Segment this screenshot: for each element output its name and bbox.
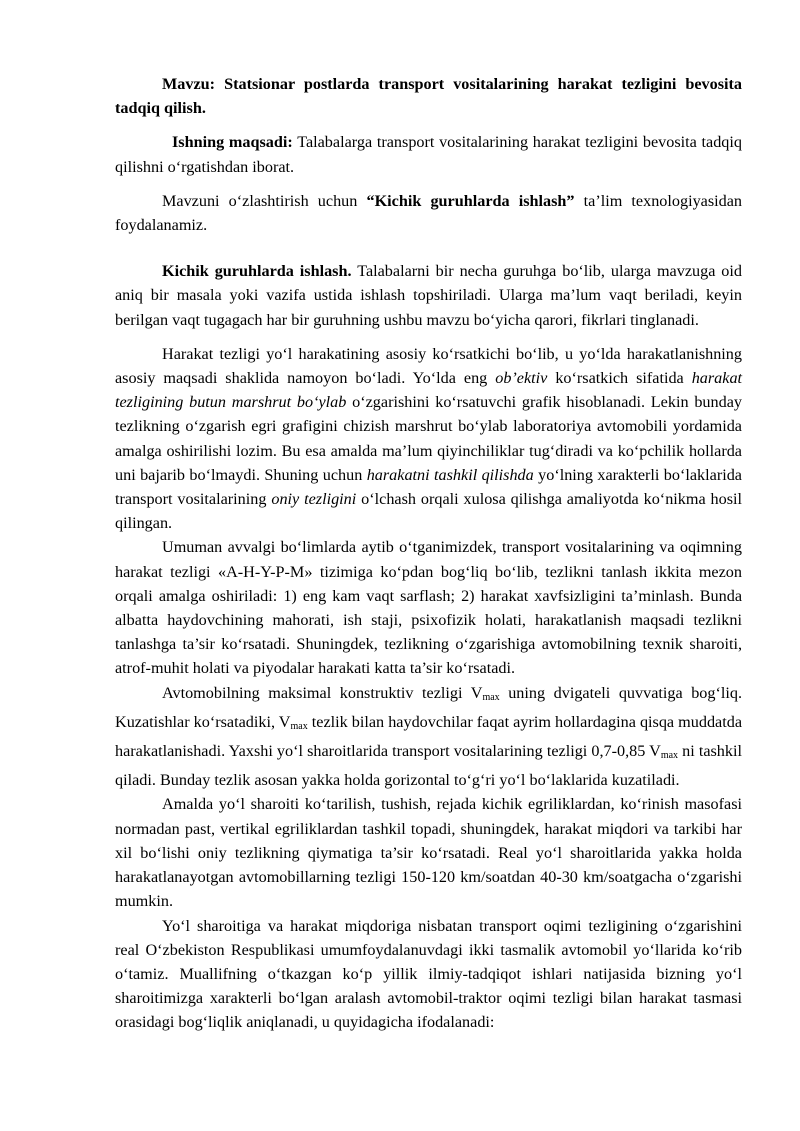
speed-selection-paragraph: Umuman avvalgi bo‘limlarda aytib o‘tganimizdek, transport vositalarining va oqimning harakat tezligi «A-H-Y-P-M» tizimiga ko‘pdan bog‘liq bo‘lib, tezlikni tanlash ikkita mezon orqali amalga oshiriladi: 1) eng kam vaqt sarflash; 2) harakat xavfsizligini ta’minlash. Bunda albatta haydovchining mahorati, ish staji, psixofizik holati, harakatlanish maqsadi tezlikni tanlashga ta’sir ko‘rsatadi. Shuningdek, tezlikning o‘zgarishiga avtomobilning texnik sharoiti, atrof-muhit holati va piyodalar harakati katta ta’sir ko‘rsatadi.	[115, 538, 742, 678]
goal-text: Talabalarga transport vositalarining harakat tezligini bevosita tadqiq qilishni o‘rgatishdan iborat.	[115, 133, 742, 176]
para1-text-4: yo‘lning xarakterli bo‘laklarida transport vositalarining	[115, 465, 742, 509]
method-paragraph	[115, 189, 742, 237]
method-technology: “Kichik guruhlarda ishlash”	[366, 191, 575, 210]
topic-label: Mavzu:	[162, 75, 216, 93]
road-conditions-paragraph: Amalda yo‘l sharoiti ko‘tarilish, tushish, rejada kichik egriliklardan, ko‘rinish masofasi normadan past, vertikal egriliklardan tashkil topadi, shuningdek, harakat miqdori va tarkibi har xil bo‘lishi oniy tezlikning qiymatiga ta’sir ko‘rsatadi. Real yo‘l sharoitlarida yakka holda harakatlanayotgan avtomobillarning tezligi 150-120 km/soatdan 40-30 km/soatgacha o‘zgarishi mumkin.	[115, 795, 742, 911]
method-text-before: Mavzuni o‘zlashtirish uchun	[162, 191, 358, 210]
para1-text-2: ko‘rsatkich sifatida	[555, 369, 684, 388]
para3-subscript-2: max	[290, 720, 308, 732]
max-speed-paragraph	[115, 681, 742, 793]
goal-paragraph	[115, 130, 742, 178]
method-text-after: ta’lim texnologiyasidan foydalanamiz.	[115, 191, 743, 235]
para1-italic-3: harakatni tashkil qilishda	[366, 465, 534, 484]
para1-italic-2: harakat tezligining butun marshrut bo‘ylab	[115, 369, 743, 412]
para3-text-2: uning dvigateli quvvatiga bog‘liq. Kuzatishlar ko‘rsatadiki, V	[115, 683, 743, 731]
topic-text: Statsionar postlarda transport vositalarining harakat tezligini bevosita tadqiq qilish.	[115, 75, 743, 118]
topic-paragraph	[115, 72, 742, 120]
goal-label: Ishning maqsadi:	[172, 133, 293, 152]
small-groups-text: Talabalarni bir necha guruhga bo‘lib, ularga mavzuga oid aniq bir masala yoki vazifa ustida ishlash topshiriladi. Ularga ma’lum vaqt beriladi, keyin berilgan vaqt tugagach har bir guruhning ushbu mavzu bo‘yicha qarori, fikrlari tinglanadi.	[115, 262, 742, 329]
para3-text-1: Avtomobilning maksimal konstruktiv tezligi V	[162, 683, 483, 702]
small-groups-label: Kichik guruhlarda ishlash.	[162, 262, 352, 281]
para1-text-1: Harakat tezligi yo‘l harakatining asosiy ko‘rsatkichi bo‘lib, u yo‘lda harakatlanishning asosiy maqsadi shaklida namoyon bo‘ladi. Yo‘lda eng	[115, 344, 742, 388]
para1-text-5: o‘lchash orqali xulosa qilishga amaliyotda ko‘nikma hosil qilingan.	[115, 490, 743, 533]
para3-text-4: ni tashkil qiladi. Bunday tezlik asosan yakka holda gorizontal to‘g‘ri yo‘l bo‘laklarida kuzatiladi.	[115, 742, 742, 790]
para3-text-3: tezlik bilan haydovchilar faqat ayrim hollardagina qisqa muddatda harakatlanishadi. Yaxshi yo‘l sharoitlarida transport vositalarining tezligi 0,7-0,85 V	[115, 712, 742, 761]
speed-indicator-paragraph	[115, 342, 742, 536]
para1-italic-4: oniy tezligini	[271, 490, 357, 509]
traffic-flow-paragraph: Yo‘l sharoitiga va harakat miqdoriga nisbatan transport oqimi tezligining o‘zgarishini real O‘zbekiston Respublikasi umumfoydalanuvdagi ikki tasmalik avtomobil yo‘llarida ko‘rib o‘tamiz. Muallifning o‘tkazgan ko‘p yillik ilmiy-tadqiqot ishlari natijasida bizning yo‘l sharoitimizga xarakterli bo‘lgan aralash avtomobil-traktor oqimi tezligi bilan harakat tasmasi orasidagi bog‘liqlik aniqlanadi, u quyidagicha ifodalanadi:	[115, 916, 742, 1032]
small-groups-paragraph	[115, 259, 742, 332]
para1-text-3: o‘zgarishini ko‘rsatuvchi grafik hisoblanadi. Lekin bunday tezlikning o‘zgarish egri grafigini chizish marshrut bo‘ylab laboratoriya avtomobili yordamida amalga oshirilishi lozim. Bu esa amalda ma’lum qiyinchiliklar tug‘diradi va ko‘pchilik hollarda uni bajarib bo‘lmaydi. Shuning uchun	[115, 393, 742, 484]
para1-italic-1: ob’ektiv	[495, 369, 548, 388]
para3-subscript-3: max	[660, 750, 679, 762]
para3-subscript-1: max	[482, 691, 500, 703]
